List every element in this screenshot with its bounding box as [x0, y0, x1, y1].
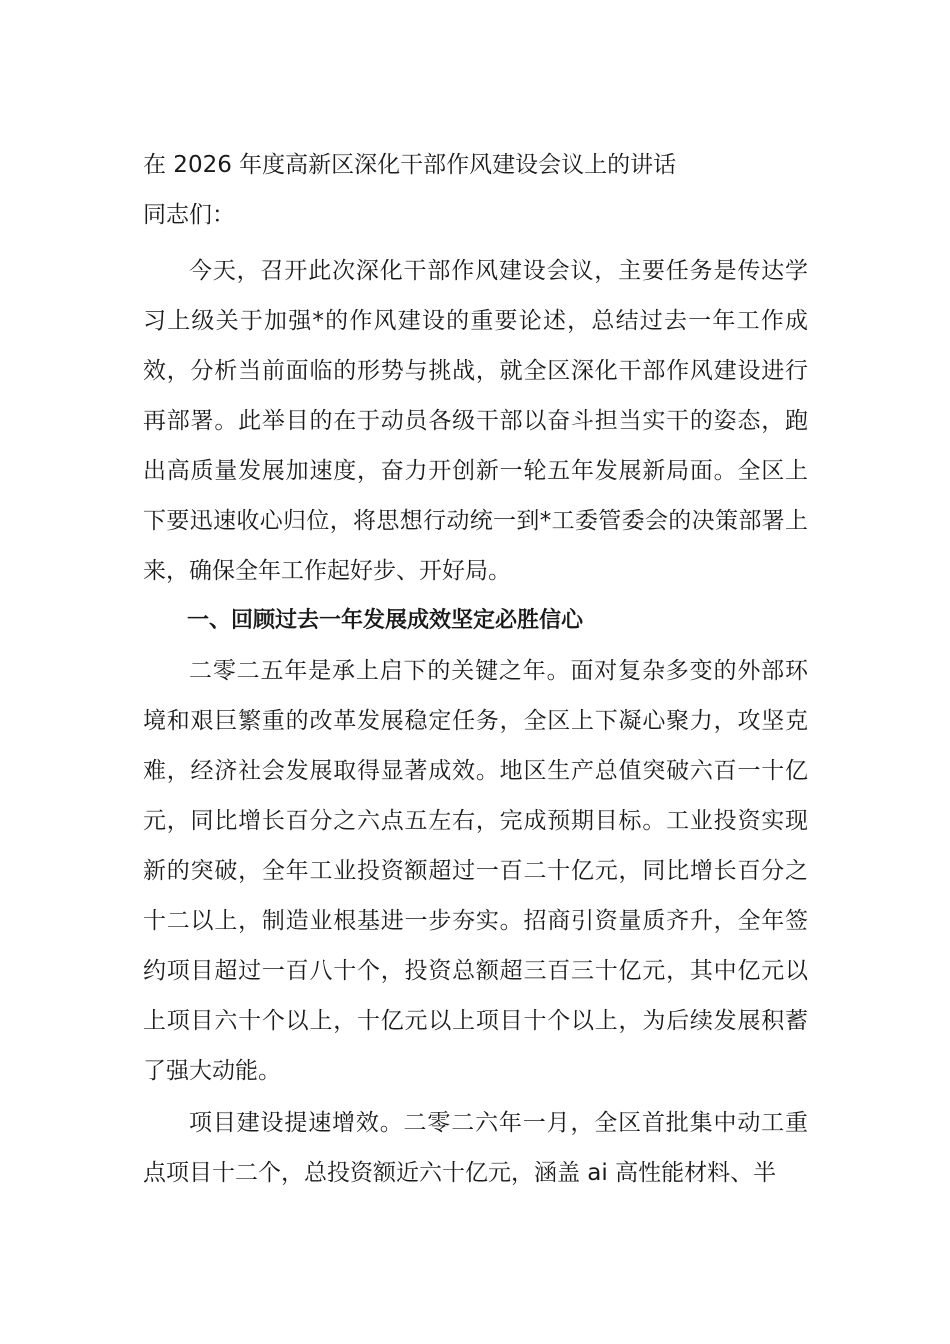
- intro-paragraph: 今天，召开此次深化干部作风建设会议，主要任务是传达学习上级关于加强*的作风建设的重要论述，总结过去一年工作成效，分析当前面临的形势与挑战，就全区深化干部作风建设进行再部署。此举目的在于动员各级干部以奋斗担当实干的姿态，跑出高质量发展加速度，奋力开创新一轮五年发展新局面。全区上下要迅速收心归位，将思想行动统一到*工委管委会的决策部署上来，确保全年工作起好步、开好局。: [143, 258, 808, 584]
- section-1-paragraph-1: 二零二五年是承上启下的关键之年。面对复杂多变的外部环境和艰巨繁重的改革发展稳定任务，全区上下凝心聚力，攻坚克难，经济社会发展取得显著成效。地区生产总值突破六百一十亿元，同比增长百分之六点五左右，完成预期目标。工业投资实现新的突破，全年工业投资额超过一百二十亿元，同比增长百分之十二以上，制造业根基进一步夯实。招商引资量质齐升，全年签约项目超过一百八十个，投资总额超三百三十亿元，其中亿元以上项目六十个以上，十亿元以上项目十个以上，为后续发展积蓄了强大动能。: [143, 658, 808, 1084]
- section-1-paragraph-2: 项目建设提速增效。二零二六年一月，全区首批集中动工重点项目十二个，总投资额近六十亿元，涵盖 ai 高性能材料、半: [143, 1110, 808, 1186]
- document-body: [143, 146, 808, 1198]
- document-title: 在 2026 年度高新区深化干部作风建设会议上的讲话: [143, 152, 677, 178]
- salutation: 同志们：: [143, 202, 235, 228]
- section-heading-1: 一、回顾过去一年发展成效坚定必胜信心: [187, 608, 584, 633]
